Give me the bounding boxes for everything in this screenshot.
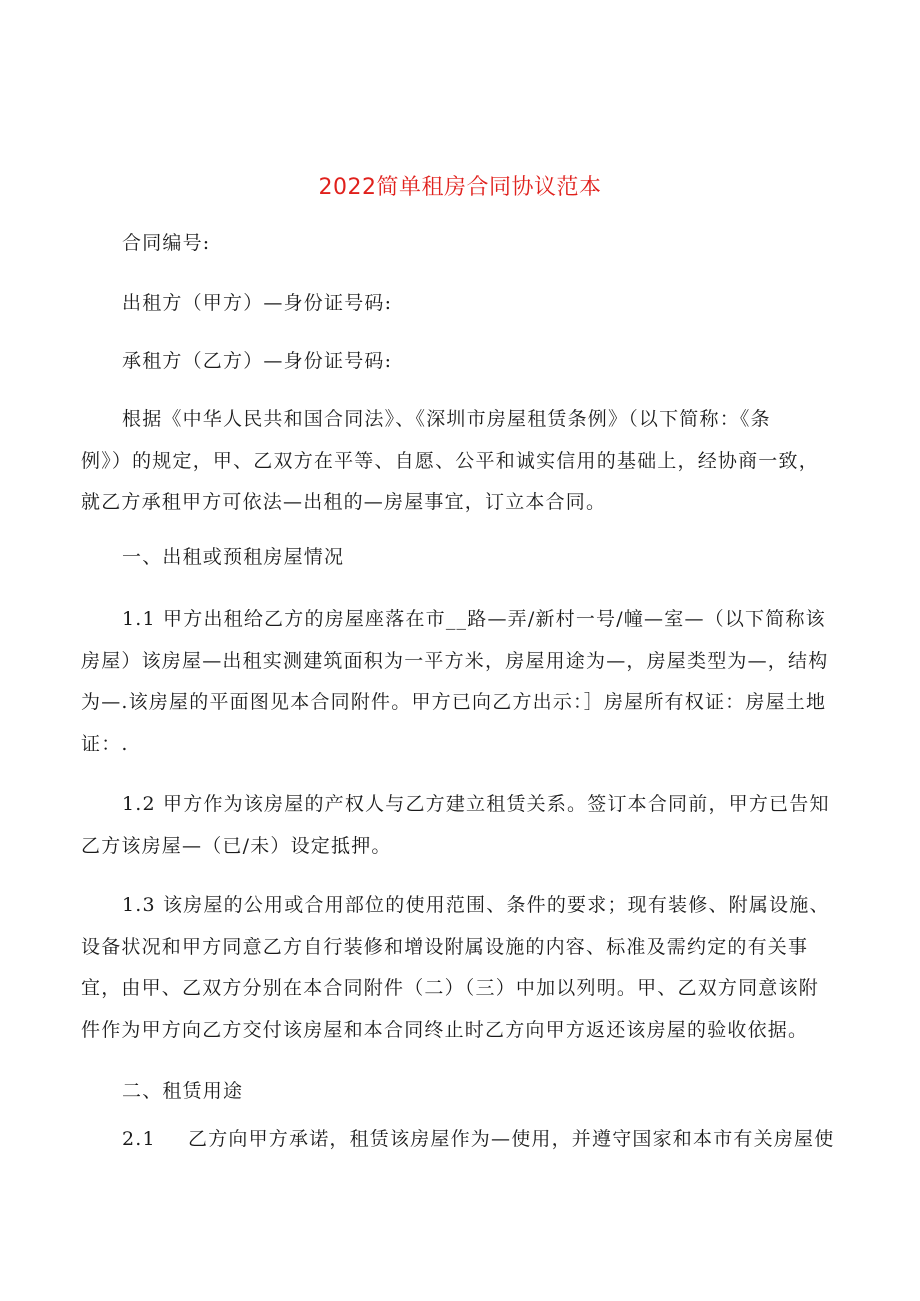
clause-line: 件作为甲方向乙方交付该房屋和本合同终止时乙方向甲方返还该房屋的验收依据。 (81, 1018, 809, 1041)
section-2-heading: 二、租赁用途 (122, 1080, 244, 1102)
clause-line: 证：. (81, 732, 129, 755)
clause-1-2 (81, 784, 832, 867)
clause-line: 1.3 该房屋的公用或合用部位的使用范围、条件的要求；现有装修、附属设施、 (122, 894, 830, 916)
clause-line: 乙方该房屋—（已/未）设定抵押。 (81, 834, 392, 857)
preamble-line: 根据《中华人民共和国合同法》、《深圳市房屋租赁条例》（以下简称：《条 (122, 408, 771, 430)
lessor-line: 出租方（甲方）—身份证号码: (122, 292, 393, 314)
section-1-heading: 一、出租或预租房屋情况 (122, 546, 345, 568)
clause-line: 宜，由甲、乙双方分别在本合同附件（二）（三）中加以列明。甲、乙双方同意该附 (81, 977, 819, 999)
clause-line: 设备状况和甲方同意乙方自行装修和增设附属设施的内容、标准及需约定的有关事 (81, 935, 809, 958)
clause-text: 乙方向甲方承诺，租赁该房屋作为—使用，并遵守国家和本市有关房屋使 (188, 1128, 835, 1150)
clause-1-1 (81, 599, 832, 765)
clause-line: 房屋）该房屋—出租实测建筑面积为一平方米，房屋用途为—，房屋类型为—，结构 (81, 649, 829, 672)
preamble-paragraph (81, 399, 832, 524)
preamble-line: 就乙方承租甲方可依法—出租的—房屋事宜，订立本合同。 (81, 491, 607, 513)
clause-number: 2.1 (122, 1128, 156, 1150)
clause-line: 为—.该房屋的平面图见本合同附件。甲方已向乙方出示：］房屋所有权证：房屋土地 (81, 691, 827, 713)
lessee-line: 承租方（乙方）—身份证号码: (122, 350, 393, 372)
document-title: 2022简单租房合同协议范本 (318, 175, 602, 200)
clause-line: 1.2 甲方作为该房屋的产权人与乙方建立租赁关系。签订本合同前，甲方已告知 (122, 793, 830, 815)
clause-line: 1.1 甲方出租给乙方的房屋座落在市__路—弄/新村一号/幢—室—（以下简称该 (122, 608, 826, 630)
clause-1-3 (81, 885, 832, 1051)
preamble-line: 例》）的规定，甲、乙双方在平等、自愿、公平和诚实信用的基础上，经协商一致， (81, 449, 819, 472)
clause-2-1 (122, 1127, 834, 1151)
contract-number-label: 合同编号: (122, 232, 211, 254)
